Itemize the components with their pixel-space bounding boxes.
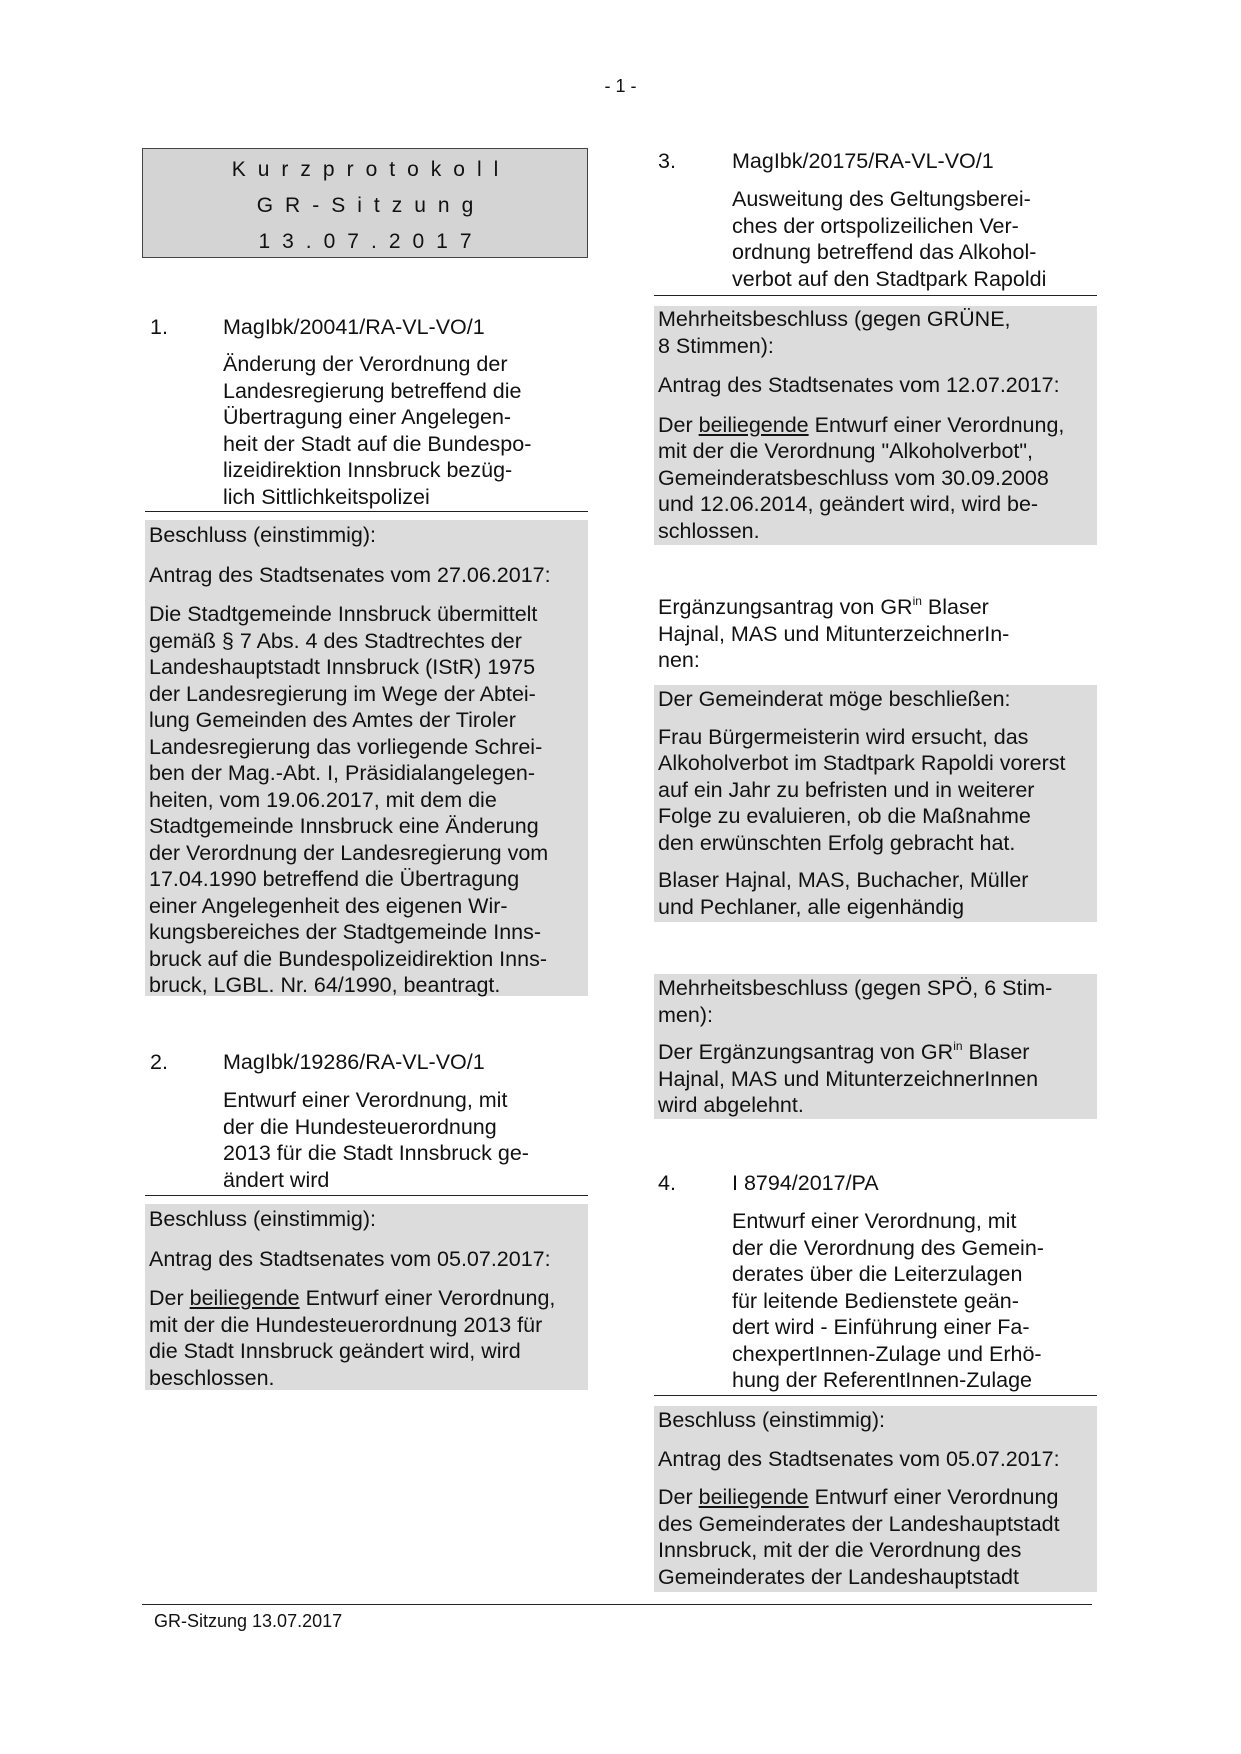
- item-1-number: 1.: [150, 315, 168, 339]
- item-2-text: Der beiliegende Entwurf einer Verordnung, mit der die Hundesteuerordnung 2013 für die Stadt Innsbruck geändert wird, wird beschlossen.: [149, 1286, 556, 1390]
- item-3-decision: Mehrheitsbeschluss (gegen GRÜNE, 8 Stimmen):: [658, 307, 1011, 358]
- supplement-result: Der Ergänzungsantrag von $GR^{in}$ Blaser Hajnal, MAS und MitunterzeichnerInnen wird abgelehnt.: [658, 1039, 1039, 1117]
- item-4-number: 4.: [658, 1171, 676, 1195]
- item-1-reference: MagIbk/20041/RA-VL-VO/1: [223, 315, 485, 339]
- title-line-1: Kurzprotokoll: [231, 158, 511, 181]
- footer-divider: [142, 1604, 1092, 1605]
- item-4-subject: Entwurf einer Verordnung, mit der die Verordnung des Gemein- derates über die Leiterzulagen für leitende Bedienstete geän- dert wird - Einführung einer Fa- chexpertInnen-Zulage und Erhö- hung der ReferentInnen-Zulage: [732, 1209, 1044, 1392]
- item-4-motion: Antrag des Stadtsenates vom 05.07.2017:: [658, 1446, 1060, 1471]
- supplement-request: Frau Bürgermeisterin wird ersucht, das Alkoholverbot im Stadtpark Rapoldi vorerst auf ein Jahr zu befristen und in weiterer Folge zu evaluieren, ob die Maßnahme den erwünschten Erfolg gebracht hat.: [658, 724, 1066, 855]
- item-1-decision-block: [145, 520, 588, 996]
- item-1-motion: Antrag des Stadtsenates vom 27.06.2017:: [149, 562, 551, 587]
- item-4-divider: [654, 1395, 1097, 1396]
- item-3-subject: Ausweitung des Geltungsberei- ches der ortspolizeilichen Ver- ordnung betreffend das Alkohol- verbot auf den Stadtpark Rapoldi: [732, 187, 1047, 291]
- item-2-motion: Antrag des Stadtsenates vom 05.07.2017:: [149, 1246, 551, 1271]
- item-3-decision-block: [654, 306, 1097, 545]
- item-3-divider: [654, 295, 1097, 296]
- item-4-decision: Beschluss (einstimmig):: [658, 1408, 885, 1432]
- beiliegende-underlined: beiliegende: [189, 1286, 300, 1310]
- item-2-subject: Entwurf einer Verordnung, mit der die Hundesteuerordnung 2013 für die Stadt Innsbruck ge- ändert wird: [223, 1088, 529, 1192]
- item-2-decision-block: [145, 1204, 588, 1390]
- item-4-decision-block: [654, 1406, 1097, 1592]
- supplement-request-block: [654, 685, 1097, 922]
- item-1-subject: Änderung der Verordnung der Landesregierung betreffend die Übertragung einer Angelegen- heit der Stadt auf die Bundespo- lizeidirektion Innsbruck bezüg- lich Sittlichkeitspolizei: [223, 352, 532, 509]
- page-number: - 1 -: [604, 76, 637, 96]
- item-2-reference: MagIbk/19286/RA-VL-VO/1: [223, 1050, 485, 1074]
- title-line-3: 13.07.2017: [258, 230, 484, 253]
- item-2-divider: [145, 1195, 588, 1196]
- title-line-2: GR-Sitzung: [256, 194, 486, 217]
- title-box: [142, 148, 588, 258]
- supplement-intro: Der Gemeinderat möge beschließen:: [658, 687, 1011, 711]
- item-3-motion: Antrag des Stadtsenates vom 12.07.2017:: [658, 373, 1060, 397]
- item-4-reference: I 8794/2017/PA: [732, 1171, 879, 1195]
- item-4-text: Der beiliegende Entwurf einer Verordnung des Gemeinderates der Landeshauptstadt Innsbruck, mit der die Verordnung des Gemeinderates der Landeshauptstadt: [658, 1485, 1060, 1589]
- item-1-decision: Beschluss (einstimmig):: [149, 523, 376, 547]
- item-1-text: Die Stadtgemeinde Innsbruck übermittelt gemäß § 7 Abs. 4 des Stadtrechtes der Landeshauptstadt Innsbruck (IStR) 1975 der Landesregierung im Wege der Abtei- lung Gemeinden des Amtes der Tiroler Landesregierung das vorliegende Schrei- ben der Mag.-Abt. I, Präsidialangelegen- heiten, vom 19.06.2017, mit dem die Stadtgemeinde Innsbruck eine Änderung der Verordnung der Landesregierung vom 17.04.1990 betreffend die Übertragung einer Angelegenheit des eigenen Wir- kungsbereiches der Stadtgemeinde Inns- bruck auf die Bundespolizeidirektion Inns- bruck, LGBL. Nr. 64/1990, beantragt.: [149, 602, 549, 997]
- item-3-reference: MagIbk/20175/RA-VL-VO/1: [732, 149, 994, 173]
- supplement-decision: Mehrheitsbeschluss (gegen SPÖ, 6 Stim- men):: [658, 976, 1053, 1027]
- supplement-decision-block: [654, 974, 1097, 1119]
- item-1-divider: [145, 511, 588, 512]
- beiliegende-underlined: beiliegende: [698, 412, 809, 437]
- footer-text: GR-Sitzung 13.07.2017: [154, 1611, 343, 1631]
- item-3-number: 3.: [658, 149, 676, 173]
- item-2-number: 2.: [150, 1050, 168, 1074]
- item-2-decision: Beschluss (einstimmig):: [149, 1207, 376, 1231]
- item-3-text: Der beiliegende Entwurf einer Verordnung, mit der die Verordnung "Alkoholverbot", Gemeinderatsbeschluss vom 30.09.2008 und 12.06.2014, geändert wird, wird be- schlossen.: [658, 412, 1065, 543]
- supplement-heading: Ergänzungsantrag von $GR^{in}$ Blaser Hajnal, MAS und MitunterzeichnerIn- nen:: [658, 594, 1010, 672]
- beiliegende-underlined: beiliegende: [698, 1485, 809, 1509]
- supplement-signers: Blaser Hajnal, MAS, Buchacher, Müller und Pechlaner, alle eigenhändig: [658, 868, 1029, 919]
